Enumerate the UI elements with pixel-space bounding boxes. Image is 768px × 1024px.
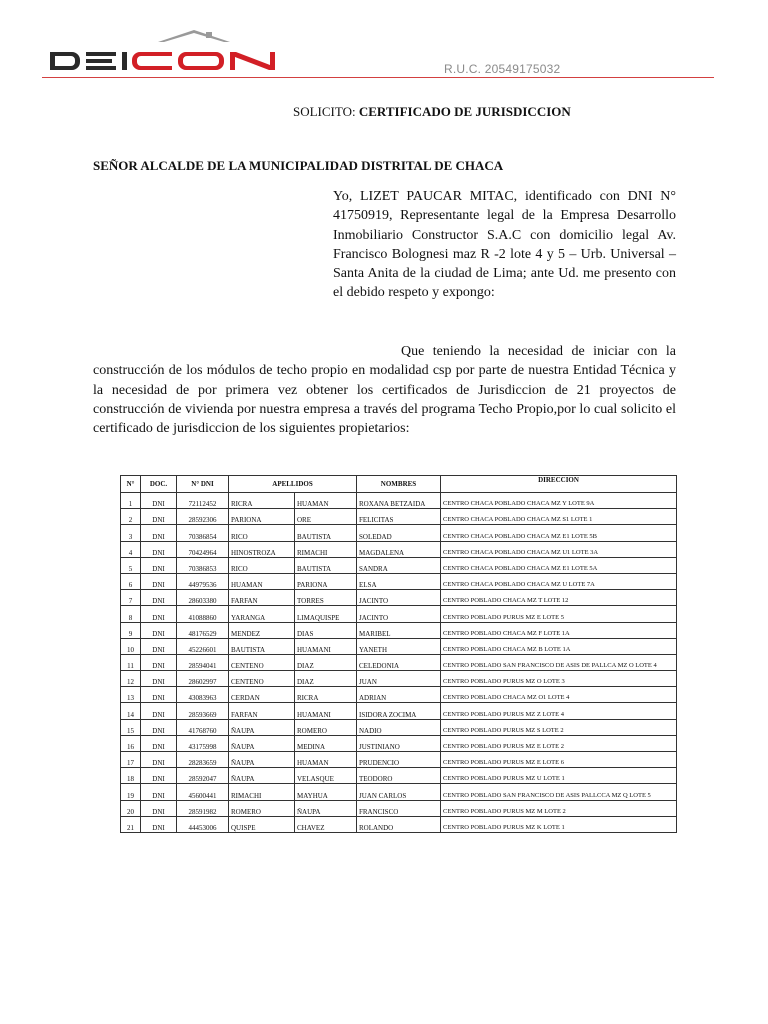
dni-number: 70386853 [177, 557, 229, 573]
header-apellidos: APELLIDOS [229, 476, 357, 493]
doc-type: DNI [141, 800, 177, 816]
body-text: Que teniendo la necesidad de iniciar con la construcción de los módulos de techo propio en modalidad csp por parte de nuestra Entidad Técnica y la necesidad de por primera vez obtener los certificados de Jurisdiccion de 21 proyectos de construcción de vivienda por nuestra empresa a través del programa Techo Propio,por lo cual solicito el certificado de jurisdiccion de los siguientes propietarios: [93, 344, 676, 437]
subject-label: SOLICITO: [293, 104, 359, 119]
nombres: FRANCISCO [357, 800, 441, 816]
table-header-row [121, 476, 677, 493]
row-number: 1 [121, 493, 141, 509]
doc-type: DNI [141, 557, 177, 573]
dni-number: 72112452 [177, 493, 229, 509]
subject-line [293, 104, 571, 120]
table-row [121, 525, 677, 541]
row-number: 13 [121, 687, 141, 703]
row-number: 17 [121, 752, 141, 768]
apellido-materno: DIAZ [295, 654, 357, 670]
direccion: CENTRO CHACA POBLADO CHACA MZ S1 LOTE 1 [441, 509, 677, 525]
apellido-materno: HUAMAN [295, 493, 357, 509]
apellido-materno: ROMERO [295, 719, 357, 735]
apellido-materno: DIAS [295, 622, 357, 638]
apellido-materno: BAUTISTA [295, 525, 357, 541]
nombres: JACINTO [357, 606, 441, 622]
doc-type: DNI [141, 784, 177, 800]
header-nombres: NOMBRES [357, 476, 441, 493]
apellido-paterno: RICRA [229, 493, 295, 509]
direccion: CENTRO CHACA POBLADO CHACA MZ E1 LOTE 5B [441, 525, 677, 541]
row-number: 3 [121, 525, 141, 541]
apellido-paterno: ÑAUPA [229, 768, 295, 784]
header-doc: DOC. [141, 476, 177, 493]
row-number: 10 [121, 638, 141, 654]
header-dni: N° DNI [177, 476, 229, 493]
apellido-paterno: ÑAUPA [229, 735, 295, 751]
direccion: CENTRO CHACA POBLADO CHACA MZ E1 LOTE 5A [441, 557, 677, 573]
intro-paragraph: Yo, LIZET PAUCAR MITAC, identificado con DNI N° 41750919, Representante legal de la Empresa Desarrollo Inmobiliario Constructor S.A.C con domicilio legal Av. Francisco Bolognesi maz R -2 lote 4 y 5 – Urb. Universal – Santa Anita de la ciudad de Lima; ante Ud. me presento con el debido respeto y expongo: [333, 189, 676, 301]
table-row [121, 509, 677, 525]
table-row [121, 703, 677, 719]
direccion: CENTRO POBLADO SAN FRANCISCO DE ASIS DE PALLCA MZ O LOTE 4 [441, 654, 677, 670]
table-row [121, 800, 677, 816]
direccion: CENTRO CHACA POBLADO CHACA MZ U1 LOTE 3A [441, 541, 677, 557]
direccion: CENTRO POBLADO CHACA MZ T LOTE 12 [441, 590, 677, 606]
apellido-materno: HUAMAN [295, 752, 357, 768]
doc-type: DNI [141, 687, 177, 703]
apellido-materno: CHAVEZ [295, 816, 357, 832]
apellido-paterno: BAUTISTA [229, 638, 295, 654]
nombres: ELSA [357, 573, 441, 589]
nombres: JUSTINIANO [357, 735, 441, 751]
doc-type: DNI [141, 622, 177, 638]
direccion: CENTRO POBLADO PURUS MZ E LOTE 6 [441, 752, 677, 768]
nombres: NADIO [357, 719, 441, 735]
apellido-paterno: RICO [229, 525, 295, 541]
deicon-logo [46, 28, 326, 72]
doc-type: DNI [141, 654, 177, 670]
dni-number: 28594041 [177, 654, 229, 670]
row-number: 11 [121, 654, 141, 670]
dni-number: 45226601 [177, 638, 229, 654]
direccion: CENTRO POBLADO PURUS MZ M LOTE 2 [441, 800, 677, 816]
apellido-paterno: ROMERO [229, 800, 295, 816]
row-number: 14 [121, 703, 141, 719]
dni-number: 48176529 [177, 622, 229, 638]
doc-type: DNI [141, 606, 177, 622]
dni-number: 28602997 [177, 671, 229, 687]
nombres: ADRIAN [357, 687, 441, 703]
apellido-materno: MAYHUA [295, 784, 357, 800]
apellido-materno: LIMAQUISPE [295, 606, 357, 622]
row-number: 18 [121, 768, 141, 784]
doc-type: DNI [141, 719, 177, 735]
row-number: 15 [121, 719, 141, 735]
row-number: 4 [121, 541, 141, 557]
nombres: YANETH [357, 638, 441, 654]
doc-type: DNI [141, 525, 177, 541]
nombres: MARIBEL [357, 622, 441, 638]
nombres: ISIDORA ZOCIMA [357, 703, 441, 719]
direccion: CENTRO POBLADO CHACA MZ B LOTE 1A [441, 638, 677, 654]
apellido-paterno: CENTENO [229, 671, 295, 687]
dni-number: 43175998 [177, 735, 229, 751]
table-row [121, 557, 677, 573]
nombres: PRUDENCIO [357, 752, 441, 768]
table-row [121, 541, 677, 557]
apellido-paterno: FARFAN [229, 703, 295, 719]
table-row [121, 687, 677, 703]
nombres: FELICITAS [357, 509, 441, 525]
table-row [121, 671, 677, 687]
row-number: 7 [121, 590, 141, 606]
row-number: 12 [121, 671, 141, 687]
direccion: CENTRO POBLADO PURUS MZ K LOTE 1 [441, 816, 677, 832]
nombres: SOLEDAD [357, 525, 441, 541]
nombres: JUAN CARLOS [357, 784, 441, 800]
nombres: SANDRA [357, 557, 441, 573]
header-direccion: DIRECCION [441, 476, 677, 493]
direccion: CENTRO POBLADO PURUS MZ S LOTE 2 [441, 719, 677, 735]
apellido-paterno: ÑAUPA [229, 719, 295, 735]
owners-table [120, 475, 677, 833]
table-row [121, 816, 677, 832]
doc-type: DNI [141, 573, 177, 589]
apellido-paterno: MENDEZ [229, 622, 295, 638]
dni-number: 70386854 [177, 525, 229, 541]
direccion: CENTRO POBLADO CHACA MZ O1 LOTE 4 [441, 687, 677, 703]
apellido-paterno: QUISPE [229, 816, 295, 832]
table-row [121, 752, 677, 768]
doc-type: DNI [141, 816, 177, 832]
table-row [121, 590, 677, 606]
dni-number: 28283659 [177, 752, 229, 768]
nombres: MAGDALENA [357, 541, 441, 557]
nombres: CELEDONIA [357, 654, 441, 670]
dni-number: 41088860 [177, 606, 229, 622]
doc-type: DNI [141, 590, 177, 606]
table-row [121, 784, 677, 800]
row-number: 21 [121, 816, 141, 832]
dni-number: 28593669 [177, 703, 229, 719]
direccion: CENTRO POBLADO PURUS MZ E LOTE 2 [441, 735, 677, 751]
table-row [121, 493, 677, 509]
table-row [121, 606, 677, 622]
direccion: CENTRO POBLADO PURUS MZ U LOTE 1 [441, 768, 677, 784]
direccion: CENTRO POBLADO PURUS MZ O LOTE 3 [441, 671, 677, 687]
dni-number: 45600441 [177, 784, 229, 800]
apellido-materno: DIAZ [295, 671, 357, 687]
row-number: 9 [121, 622, 141, 638]
row-number: 8 [121, 606, 141, 622]
apellido-materno: ORE [295, 509, 357, 525]
doc-type: DNI [141, 768, 177, 784]
doc-type: DNI [141, 735, 177, 751]
apellido-materno: BAUTISTA [295, 557, 357, 573]
nombres: JACINTO [357, 590, 441, 606]
apellido-paterno: CENTENO [229, 654, 295, 670]
subject-value: CERTIFICADO DE JURISDICCION [358, 104, 571, 119]
direccion: CENTRO POBLADO CHACA MZ F LOTE 1A [441, 622, 677, 638]
direccion: CENTRO CHACA POBLADO CHACA MZ U LOTE 7A [441, 573, 677, 589]
table-row [121, 654, 677, 670]
table-row [121, 768, 677, 784]
table-row [121, 735, 677, 751]
dni-number: 28592306 [177, 509, 229, 525]
dni-number: 28592047 [177, 768, 229, 784]
direccion: CENTRO POBLADO SAN FRANCISCO DE ASIS PALLCCA MZ Q LOTE 5 [441, 784, 677, 800]
apellido-materno: RICRA [295, 687, 357, 703]
doc-type: DNI [141, 509, 177, 525]
dni-number: 41768760 [177, 719, 229, 735]
table-row [121, 622, 677, 638]
addressee: SEÑOR ALCALDE DE LA MUNICIPALIDAD DISTRITAL DE CHACA [93, 158, 504, 173]
row-number: 16 [121, 735, 141, 751]
row-number: 2 [121, 509, 141, 525]
dni-number: 28603380 [177, 590, 229, 606]
table-row [121, 719, 677, 735]
row-number: 20 [121, 800, 141, 816]
ruc-number: R.U.C. 20549175032 [444, 62, 561, 76]
doc-type: DNI [141, 703, 177, 719]
apellido-materno: ÑAUPA [295, 800, 357, 816]
doc-type: DNI [141, 541, 177, 557]
nombres: JUAN [357, 671, 441, 687]
header-no: N° [121, 476, 141, 493]
dni-number: 43083963 [177, 687, 229, 703]
apellido-paterno: PARIONA [229, 509, 295, 525]
dni-number: 44453006 [177, 816, 229, 832]
apellido-materno: VELASQUE [295, 768, 357, 784]
apellido-paterno: RIMACHI [229, 784, 295, 800]
dni-number: 28591982 [177, 800, 229, 816]
doc-type: DNI [141, 752, 177, 768]
table-row [121, 573, 677, 589]
nombres: ROLANDO [357, 816, 441, 832]
apellido-materno: PARIONA [295, 573, 357, 589]
nombres: TEODORO [357, 768, 441, 784]
table-row [121, 638, 677, 654]
header-divider [42, 77, 714, 78]
apellido-paterno: CERDAN [229, 687, 295, 703]
dni-number: 44979536 [177, 573, 229, 589]
nombres: ROXANA BETZAIDA [357, 493, 441, 509]
dni-number: 70424964 [177, 541, 229, 557]
direccion: CENTRO CHACA POBLADO CHACA MZ Y LOTE 9A [441, 493, 677, 509]
doc-type: DNI [141, 638, 177, 654]
doc-type: DNI [141, 671, 177, 687]
apellido-paterno: ÑAUPA [229, 752, 295, 768]
row-number: 19 [121, 784, 141, 800]
apellido-materno: HUAMANI [295, 703, 357, 719]
doc-type: DNI [141, 493, 177, 509]
apellido-materno: MEDINA [295, 735, 357, 751]
direccion: CENTRO POBLADO PURUS MZ Z LOTE 4 [441, 703, 677, 719]
apellido-materno: RIMACHI [295, 541, 357, 557]
row-number: 6 [121, 573, 141, 589]
apellido-paterno: YARANGA [229, 606, 295, 622]
apellido-paterno: FARFAN [229, 590, 295, 606]
apellido-materno: HUAMANI [295, 638, 357, 654]
apellido-paterno: HUAMAN [229, 573, 295, 589]
direccion: CENTRO POBLADO PURUS MZ E LOTE 5 [441, 606, 677, 622]
apellido-materno: TORRES [295, 590, 357, 606]
row-number: 5 [121, 557, 141, 573]
body-paragraph [93, 342, 676, 438]
apellido-paterno: RICO [229, 557, 295, 573]
apellido-paterno: HINOSTROZA [229, 541, 295, 557]
